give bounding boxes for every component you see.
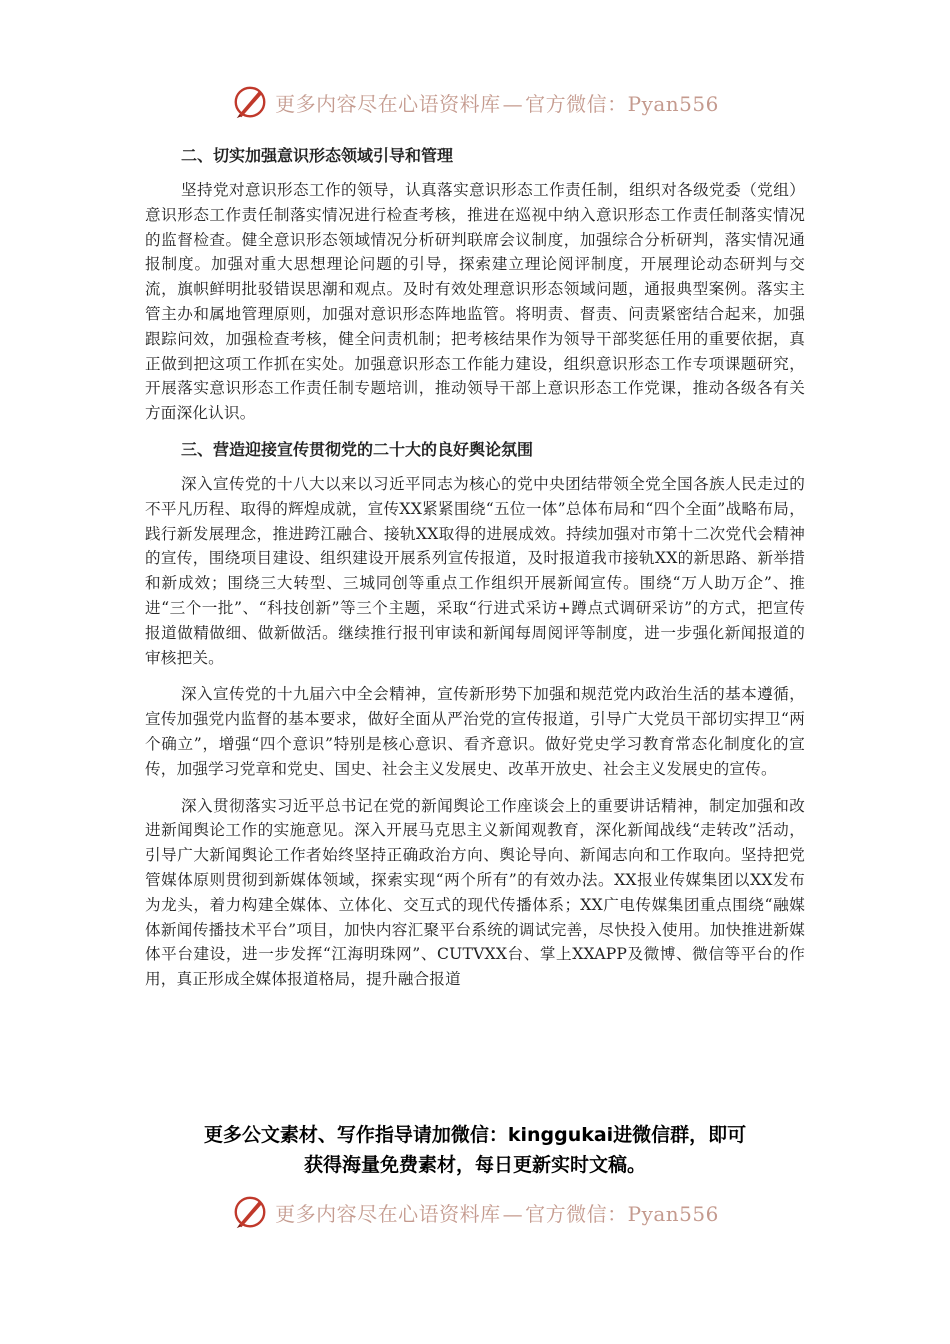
footer-banner bbox=[0, 1190, 950, 1234]
document-body bbox=[145, 140, 805, 1004]
section-2-heading: 二、切实加强意识形态领域引导和管理 bbox=[181, 146, 454, 165]
promo-line-2: 获得海量免费素材，每日更新实时文稿。 bbox=[303, 1154, 646, 1176]
pen-logo-icon bbox=[231, 1193, 269, 1231]
section-3-paragraph-1: 深入宣传党的十八大以来以习近平同志为核心的党中央团结带领全党全国各族人民走过的不平凡历程、取得的辉煌成就，宣传XX紧紧围绕“五位一体”总体布局和“四个全面”战略布局，践行新发展理念，推进跨江融合、接轨XX取得的进展成效。持续加强对市第十二次党代会精神的宣传，围绕项目建设、组织建设开展系列宣传报道，及时报道我市接轨XX的新思路、新举措和新成效；围绕三大转型、三城同创等重点工作组织开展新闻宣传。围绕“万人助万企”、推进“三个一批”、“科技创新”等三个主题，采取“行进式采访+蹲点式调研采访”的方式，把宣传报道做精做细、做新做活。继续推行报刊审读和新闻每周阅评等制度，进一步强化新闻报道的审核把关。 bbox=[145, 474, 805, 667]
pen-logo-icon bbox=[231, 83, 269, 121]
promo-line-1: 更多公文素材、写作指导请加微信：kinggukai进微信群，即可 bbox=[203, 1124, 747, 1146]
section-2-paragraph-1: 坚持党对意识形态工作的领导，认真落实意识形态工作责任制，组织对各级党委（党组）意识形态工作责任制落实情况进行检查考核，推进在巡视中纳入意识形态工作责任制落实情况的监督检查。健全意识形态领域情况分析研判联席会议制度，加强综合分析研判，落实情况通报制度。加强对重大思想理论问题的引导，探索建立理论阅评制度，开展理论动态研判与交流，旗帜鲜明批驳错误思潮和观点。及时有效处理意识形态领域问题，通报典型案例。落实主管主办和属地管理原则，加强对意识形态阵地监管。将明责、督责、问责紧密结合起来，加强跟踪问效，加强检查考核，健全问责机制；把考核结果作为领导干部奖惩任用的重要依据，真正做到把这项工作抓在实处。加强意识形态工作能力建设，组织意识形态工作专项课题研究，开展落实意识形态工作责任制专题培训，推动领导干部上意识形态工作党课，推动各级各有关方面深化认识。 bbox=[145, 181, 805, 423]
section-3-paragraph-3: 深入贯彻落实习近平总书记在党的新闻舆论工作座谈会上的重要讲话精神，制定加强和改进新闻舆论工作的实施意见。深入开展马克思主义新闻观教育，深化新闻战线“走转改”活动，引导广大新闻舆论工作者始终坚持正确政治方向、舆论导向、新闻志向和工作取向。坚持把党管媒体原则贯彻到新媒体领域，探索实现“两个所有”的有效办法。XX报业传媒集团以XX发布为龙头，着力构建全媒体、立体化、交互式的现代传播体系；XX广电传媒集团重点围绕“融媒体新闻传播技术平台”项目，加快内容汇聚平台系统的调试完善，尽快投入使用。加快推进新媒体平台建设，进一步发挥“江海明珠网”、CUTVXX台、掌上XXAPP及微博、微信等平台的作用，真正形成全媒体报道格局，提升融合报道 bbox=[145, 796, 805, 989]
header-banner-text: 更多内容尽在心语资料库 — 官方微信：Pyan556 bbox=[275, 91, 719, 116]
footer-banner-text: 更多内容尽在心语资料库 — 官方微信：Pyan556 bbox=[275, 1201, 719, 1226]
section-3-paragraph-2: 深入宣传党的十九届六中全会精神，宣传新形势下加强和规范党内政治生活的基本遵循，宣传加强党内监督的基本要求，做好全面从严治党的宣传报道，引导广大党员干部切实捍卫“两个确立”，增强“四个意识”特别是核心意识、看齐意识。做好党史学习教育常态化制度化的宣传，加强学习党章和党史、国史、社会主义发展史、改革开放史、社会主义发展史的宣传。 bbox=[145, 685, 805, 778]
section-3-heading: 三、营造迎接宣传贯彻党的二十大的良好舆论氛围 bbox=[181, 439, 534, 459]
header-banner bbox=[0, 80, 950, 124]
promo-notice bbox=[0, 1120, 950, 1180]
